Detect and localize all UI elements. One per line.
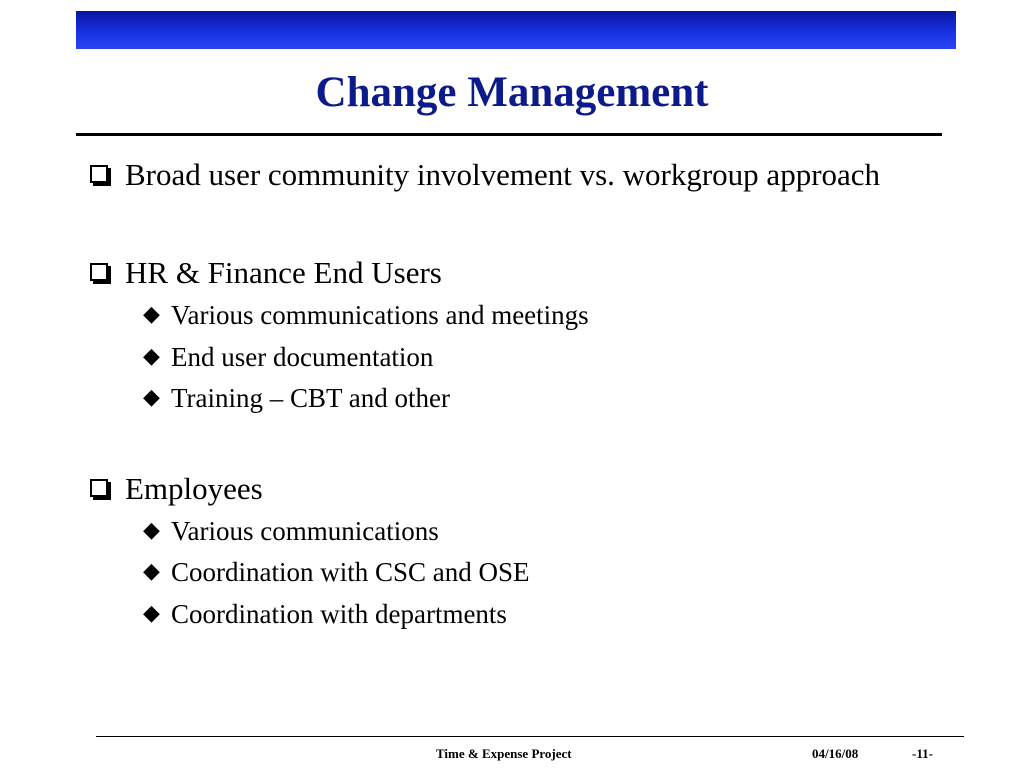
sub-bullet-item (88, 378, 888, 420)
sub-bullet-text: End user documentation (171, 341, 434, 372)
diamond-icon: ◆ (143, 343, 160, 369)
sub-bullet-text: Various communications and meetings (171, 300, 589, 330)
top-accent-bar (76, 11, 956, 49)
bullet-item (88, 254, 888, 291)
hollow-square-icon (90, 479, 108, 497)
bullet-text: Broad user community involvement vs. workgroup approach (125, 157, 881, 192)
bullet-text: HR & Finance End Users (125, 255, 442, 290)
sub-bullet-item (88, 552, 888, 594)
diamond-icon: ◆ (143, 302, 160, 327)
diamond-icon: ◆ (143, 559, 160, 584)
footer-page-number: -11- (912, 746, 933, 761)
sub-bullet-text: Coordination with CSC and OSE (171, 557, 530, 587)
title-divider (76, 133, 942, 136)
slide-title: Change Management (315, 69, 709, 116)
bullet-text: Employees (125, 470, 263, 506)
diamond-icon: ◆ (143, 517, 160, 543)
hollow-square-icon (90, 165, 108, 183)
footer-date: 04/16/08 (812, 746, 859, 761)
bullet-group (88, 156, 888, 193)
bullet-item (88, 156, 888, 193)
sub-bullet-item (88, 295, 888, 337)
sub-bullet-item (88, 337, 888, 379)
footer-divider (96, 736, 964, 737)
sub-bullet-text: Various communications (171, 515, 439, 546)
sub-bullet-list (88, 295, 888, 420)
bullet-group (88, 470, 888, 636)
bullet-group (88, 254, 888, 420)
sub-bullet-item (88, 511, 888, 553)
diamond-icon: ◆ (143, 600, 160, 626)
diamond-icon: ◆ (143, 385, 160, 410)
sub-bullet-item (88, 594, 888, 636)
footer-project-name: Time & Expense Project (436, 746, 572, 761)
sub-bullet-list (88, 511, 888, 636)
sub-bullet-text: Coordination with departments (171, 598, 507, 629)
bullet-item (88, 470, 888, 507)
sub-bullet-text: Training – CBT and other (171, 383, 451, 413)
slide-content (88, 156, 888, 635)
hollow-square-icon (90, 263, 108, 281)
